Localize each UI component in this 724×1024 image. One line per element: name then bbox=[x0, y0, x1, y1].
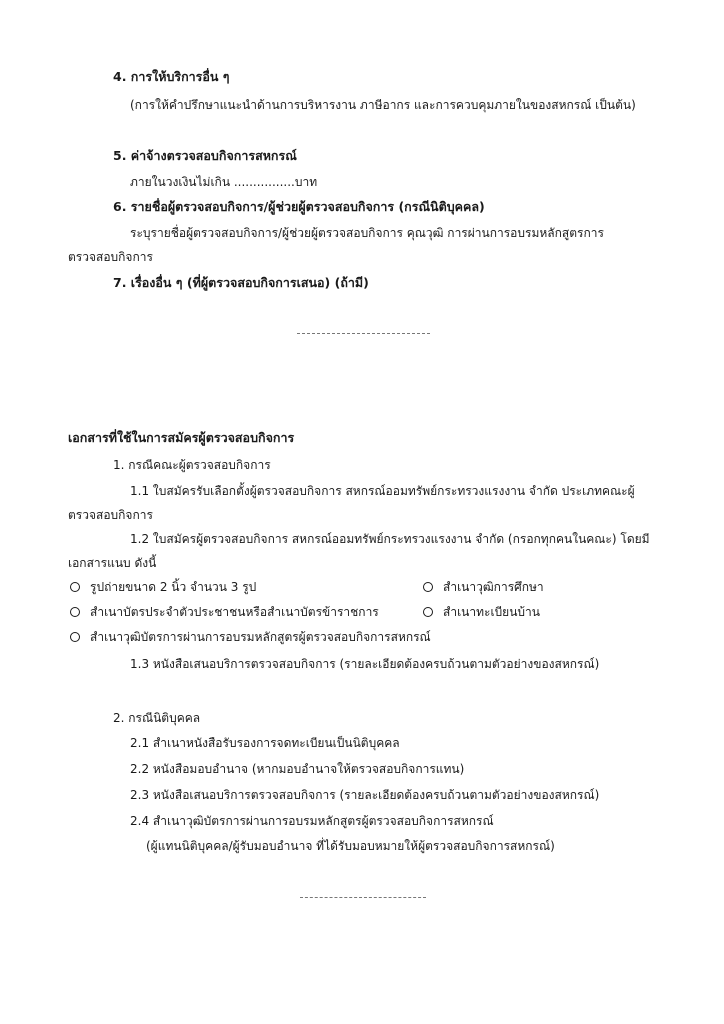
case2-3: 2.3 หนังสือเสนอบริการตรวจสอบกิจการ (รายละเอียดต้องครบถ้วนตามตัวอย่างของสหกรณ์) bbox=[130, 788, 600, 802]
case1-3: 1.3 หนังสือเสนอบริการตรวจสอบกิจการ (รายละเอียดต้องครบถ้วนตามตัวอย่างของสหกรณ์) bbox=[130, 657, 600, 671]
checklist-label: สำเนาบัตรประจำตัวประชาชนหรือสำเนาบัตรข้าราชการ bbox=[90, 605, 379, 619]
checklist-label: สำเนาทะเบียนบ้าน bbox=[443, 605, 540, 619]
item6-description-line2: ตรวจสอบกิจการ bbox=[68, 250, 153, 264]
documents-heading: เอกสารที่ใช้ในการสมัครผู้ตรวจสอบกิจการ bbox=[68, 430, 295, 445]
case2-2: 2.2 หนังสือมอบอำนาจ (หากมอบอำนาจให้ตรวจสอบกิจการแทน) bbox=[130, 762, 465, 776]
case2-1: 2.1 สำเนาหนังสือรับรองการจดทะเบียนเป็นนิติบุคคล bbox=[130, 736, 400, 750]
checklist-item bbox=[70, 579, 256, 595]
checklist-item bbox=[70, 604, 379, 620]
case1-1-line1: 1.1 ใบสมัครรับเลือกตั้งผู้ตรวจสอบกิจการ สหกรณ์ออมทรัพย์กระทรวงแรงงาน จำกัด ประเภทคณะผู้ bbox=[130, 484, 635, 498]
item4-title: 4. การให้บริการอื่น ๆ bbox=[113, 69, 230, 84]
case2-4-line1: 2.4 สำเนาวุฒิบัตรการผ่านการอบรมหลักสูตรผู้ตรวจสอบกิจการสหกรณ์ bbox=[130, 814, 494, 828]
circle-icon bbox=[423, 607, 433, 617]
checklist-label: สำเนาวุฒิการศึกษา bbox=[443, 580, 544, 594]
circle-icon bbox=[70, 632, 80, 642]
checklist-item bbox=[423, 579, 544, 595]
case1-title: 1. กรณีคณะผู้ตรวจสอบกิจการ bbox=[113, 458, 271, 472]
item5-description: ภายในวงเงินไม่เกิน ................บาท bbox=[130, 175, 318, 189]
checklist-label: สำเนาวุฒิบัตรการผ่านการอบรมหลักสูตรผู้ตรวจสอบกิจการสหกรณ์ bbox=[90, 630, 431, 644]
item5-title: 5. ค่าจ้างตรวจสอบกิจการสหกรณ์ bbox=[113, 148, 297, 163]
circle-icon bbox=[423, 582, 433, 592]
case1-1-line2: ตรวจสอบกิจการ bbox=[68, 508, 153, 522]
checklist-item bbox=[70, 629, 431, 645]
item7-title: 7. เรื่องอื่น ๆ (ที่ผู้ตรวจสอบกิจการเสนอ) (ถ้ามี) bbox=[113, 275, 369, 290]
item4-description: (การให้คำปรึกษาแนะนำด้านการบริหารงาน ภาษีอากร และการควบคุมภายในของสหกรณ์ เป็นต้น) bbox=[130, 98, 636, 112]
section-divider bbox=[300, 897, 426, 898]
case1-2-line1: 1.2 ใบสมัครผู้ตรวจสอบกิจการ สหกรณ์ออมทรัพย์กระทรวงแรงงาน จำกัด (กรอกทุกคนในคณะ) โดยมี bbox=[130, 532, 650, 546]
circle-icon bbox=[70, 582, 80, 592]
case2-4-line2: (ผู้แทนนิติบุคคล/ผู้รับมอบอำนาจ ที่ได้รับมอบหมายให้ผู้ตรวจสอบกิจการสหกรณ์) bbox=[146, 839, 555, 853]
circle-icon bbox=[70, 607, 80, 617]
case2-title: 2. กรณีนิติบุคคล bbox=[113, 711, 201, 725]
case1-2-line2: เอกสารแนบ ดังนี้ bbox=[68, 556, 157, 570]
item6-description-line1: ระบุรายชื่อผู้ตรวจสอบกิจการ/ผู้ช่วยผู้ตรวจสอบกิจการ คุณวุฒิ การผ่านการอบรมหลักสูตรการ bbox=[130, 226, 604, 240]
section-divider bbox=[297, 333, 430, 334]
checklist-item bbox=[423, 604, 540, 620]
item6-title: 6. รายชื่อผู้ตรวจสอบกิจการ/ผู้ช่วยผู้ตรวจสอบกิจการ (กรณีนิติบุคคล) bbox=[113, 199, 485, 214]
checklist-label: รูปถ่ายขนาด 2 นิ้ว จำนวน 3 รูป bbox=[90, 580, 257, 594]
